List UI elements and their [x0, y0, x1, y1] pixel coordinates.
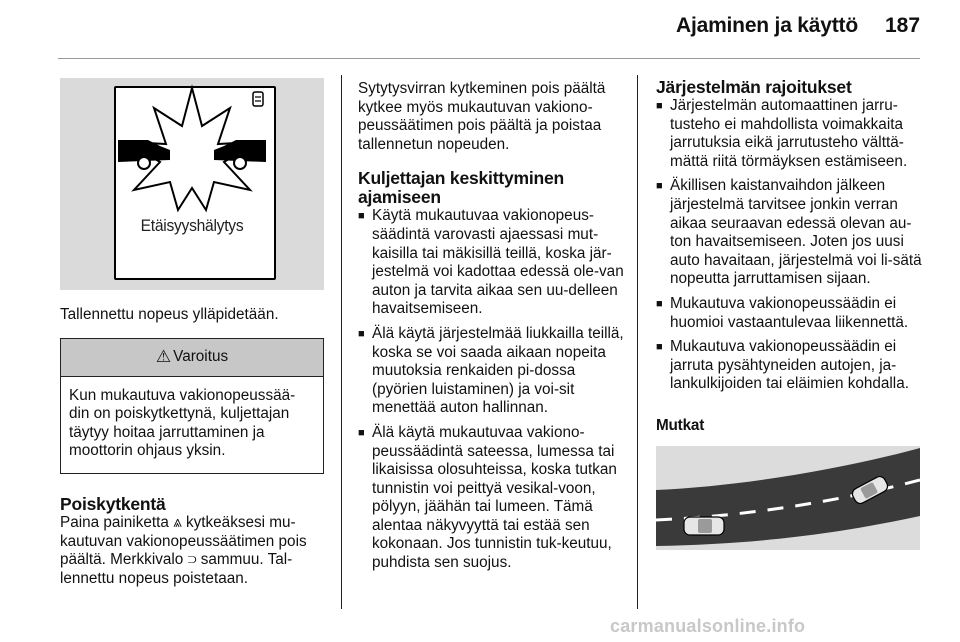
- collision-star-graphic: [60, 78, 324, 290]
- warning-title: Varoitus: [173, 347, 229, 365]
- cruise-control-icon: [253, 92, 263, 106]
- page-number: 187: [885, 14, 921, 37]
- watermark: carmanualsonline.info: [610, 616, 806, 636]
- list-item: ■ Älä käytä mukautuvaa vakiono-peussäädintä sateessa, lumessa tai likaisissa olosuhteissa, koska tutkan tunnistin voi peittyä vesikal-voon, pölyyn, jäähän tai lumeen. Tämä alentaa näkyvyyttä tai estää sen kokonaan. Jos tunnistin tuk-keutuu, puhdista sen suojus.: [358, 424, 626, 573]
- subheading: Mutkat: [656, 416, 705, 434]
- section-heading: Poiskytkentä: [60, 493, 166, 514]
- section-heading: Kuljettajan keskittyminen ajamiseen: [358, 168, 565, 208]
- distance-alert-illustration: [60, 78, 324, 290]
- bullet-list: [656, 97, 926, 394]
- warning-box: [60, 338, 324, 474]
- list-item: ■ Mukautuva vakionopeussäädin ei jarruta pysähtyneiden autojen, ja-lankulkijoiden tai eläimien kohdalla.: [656, 338, 926, 394]
- own-car-icon: [684, 517, 724, 535]
- column-1: [60, 78, 326, 588]
- section-paragraph: Paina painiketta ⩓ kytkeäksesi mu-kautuvan vakionopeussäätimen pois päältä. Merkkivalo ⊃ sammuu. Tal-lennettu nopeus poistetaan.: [60, 513, 307, 587]
- warning-body: Kun mukautuva vakionopeussää-din on poiskytkettynä, kuljettajan täytyy hoitaa jarruttaminen ja moottorin ohjaus yksin.: [69, 386, 296, 460]
- caption: Tallennettu nopeus ylläpidetään.: [60, 306, 279, 323]
- list-item: ■ Käytä mukautuvaa vakionopeus-säädintä varovasti ajaessasi mut-kaisilla tai mäkisillä teillä, koska jär-jestelmä voi kadottaa edessä ole-van auton ja tarvita aikaa sen uu-delleen havaitsemiseen.: [358, 207, 626, 319]
- warning-header: [61, 339, 323, 377]
- page-title: Ajaminen ja käyttö: [676, 14, 858, 37]
- list-item: ■ Älä käytä järjestelmää liukkailla teillä, koska se voi saada aikaan nopeita muutoksia renkaiden pi-dossa (pyörien luistaminen) ja voi-sit menettää auton hallinnan.: [358, 325, 626, 418]
- section-heading: Järjestelmän rajoitukset: [656, 77, 852, 97]
- bullet-list: [358, 207, 626, 572]
- intro-paragraph: Sytytysvirran kytkeminen pois päältä kytkee myös mukautuvan vakiono-peussäätimen pois päältä ja poistaa tallennetun nopeuden.: [358, 80, 606, 153]
- column-divider: [341, 75, 342, 609]
- column-3: [656, 78, 926, 550]
- column-2: [358, 80, 626, 573]
- curved-road-graphic: [656, 446, 920, 550]
- list-item: ■ Mukautuva vakionopeussäädin ei huomioi vastaantulevaa liikennettä.: [656, 295, 926, 332]
- list-item: ■ Äkillisen kaistanvaihdon jälkeen järjestelmä tarvitsee jonkin verran aikaa seuraavan edessä olevan au-ton havaitsemiseen. Joten jos uusi auto havaitaan, järjestelmä voi li-sätä nopeutta jarruttamisen sijaan.: [656, 177, 926, 289]
- column-divider: [637, 75, 638, 609]
- header-divider: [58, 58, 920, 59]
- list-item: ■ Järjestelmän automaattinen jarru-tusteho ei mahdollista voimakkaita jarrutuksia eikä jarrutusteho välttä-mättä riitä törmäyksen estämiseen.: [656, 97, 926, 171]
- figure-label: Etäisyyshälytys: [140, 216, 244, 235]
- curve-illustration: [656, 446, 920, 550]
- warning-triangle-icon: ⚠: [155, 346, 172, 366]
